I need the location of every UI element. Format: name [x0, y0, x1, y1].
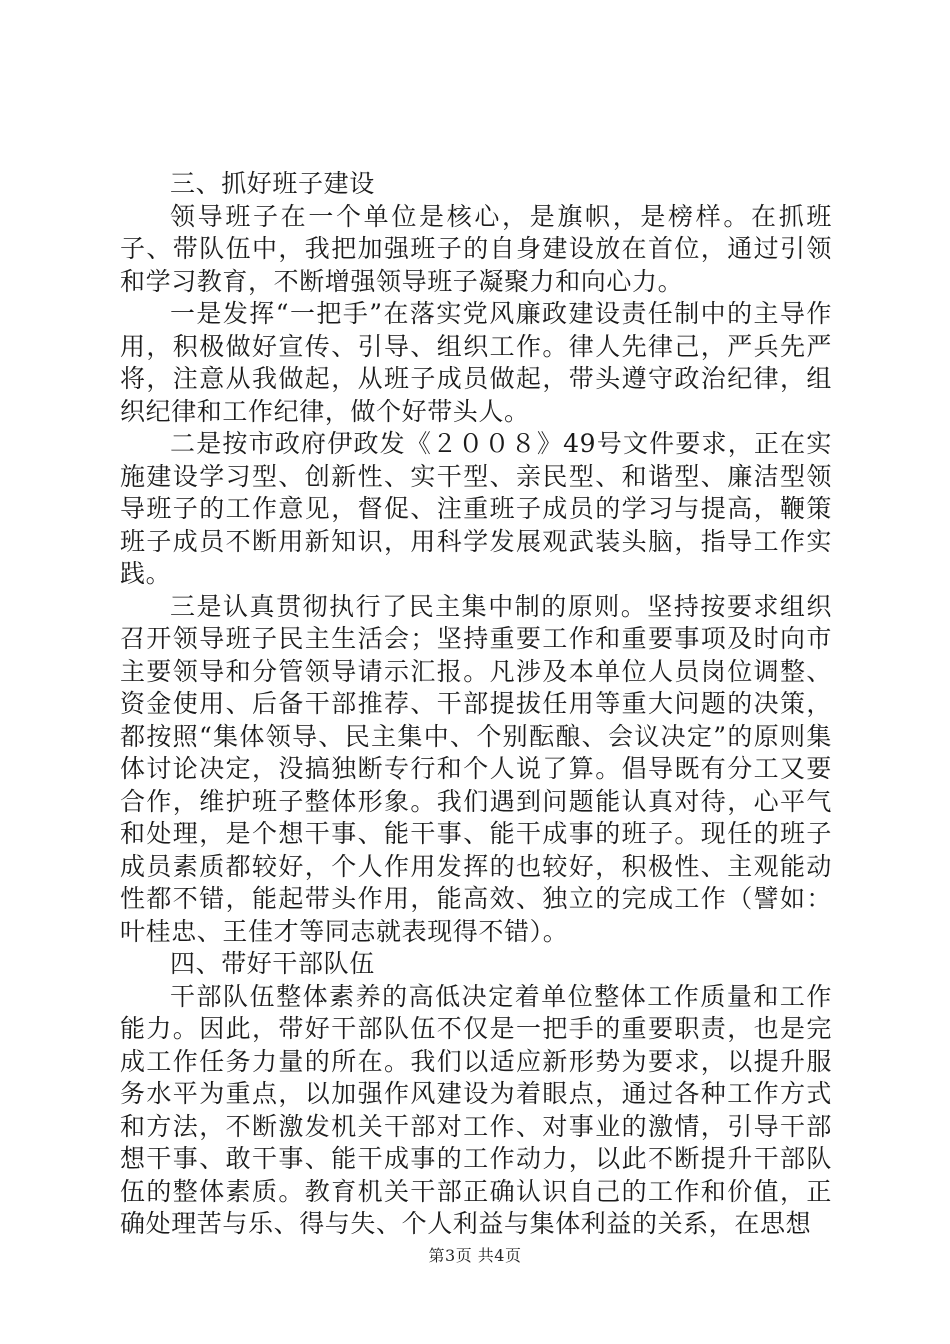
paragraph-leadership-core: 领导班子在一个单位是核心，是旗帜，是榜样。在抓班子、带队伍中，我把加强班子的自身建设放在首位，通过引领和学习教育，不断增强领导班子凝聚力和向心力。 [120, 201, 832, 296]
paragraph-point-two: 二是按市政府伊政发《２００８》49号文件要求，正在实施建设学习型、创新性、实干型、亲民型、和谐型、廉洁型领导班子的工作意见，督促、注重班子成员的学习与提高，鞭策班子成员不断用新知识，用科学发展观武装头脑，指导工作实践。 [120, 429, 832, 588]
document-body [120, 168, 832, 1241]
paragraph-point-one: 一是发挥“一把手”在落实党风廉政建设责任制中的主导作用，积极做好宣传、引导、组织工作。律人先律己，严兵先严将，注意从我做起，从班子成员做起，带头遵守政治纪律，组织纪律和工作纪律，做个好带头人。 [120, 299, 832, 426]
page-footer: 第3页 共4页 [428, 1246, 522, 1265]
paragraph-point-three: 三是认真贯彻执行了民主集中制的原则。坚持按要求组织召开领导班子民主生活会；坚持重要工作和重要事项及时向市主要领导和分管领导请示汇报。凡涉及本单位人员岗位调整、资金使用、后备干部推荐、干部提拔任用等重大问题的决策，都按照“集体领导、民主集中、个别酝酿、会议决定”的原则集体讨论决定，没搞独断专行和个人说了算。倡导既有分工又要合作，维护班子整体形象。我们遇到问题能认真对待，心平气和处理，是个想干事、能干事、能干成事的班子。现任的班子成员素质都较好，个人作用发挥的也较好，积极性、主观能动性都不错，能起带头作用，能高效、独立的完成工作（譬如：叶桂忠、王佳才等同志就表现得不错）。 [120, 591, 832, 946]
section-heading-cadre-team: 四、带好干部队伍 [170, 949, 375, 978]
section-heading-team-building: 三、抓好班子建设 [170, 169, 375, 198]
paragraph-cadre-quality: 干部队伍整体素养的高低决定着单位整体工作质量和工作能力。因此，带好干部队伍不仅是一把手的重要职责，也是完成工作任务力量的所在。我们以适应新形势为要求，以提升服务水平为重点，以加强作风建设为着眼点，通过各种工作方式和方法，不断激发机关干部对工作、对事业的激情，引导干部想干事、敢干事、能干成事的工作动力，以此不断提升干部队伍的整体素质。教育机关干部正确认识自己的工作和价值，正确处理苦与乐、得与失、个人利益与集体利益的关系，在思想 [120, 981, 832, 1238]
